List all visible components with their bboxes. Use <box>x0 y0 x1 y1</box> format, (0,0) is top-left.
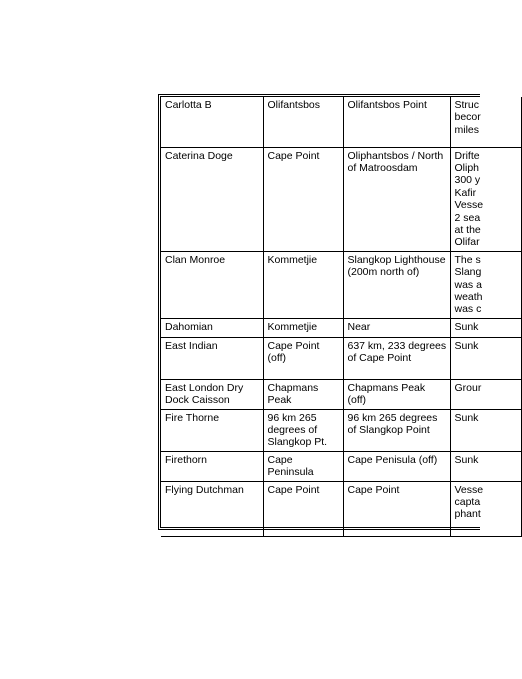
ship-name-cell: Carlotta B <box>161 97 263 147</box>
location-cell: 96 km 265 degrees of Slangkop Pt. <box>263 409 343 451</box>
ship-name-cell: Fire Thorne <box>161 409 263 451</box>
position-cell: Cape Point <box>343 481 450 536</box>
notes-cell: Sunk <box>450 451 521 481</box>
table-row <box>161 379 521 409</box>
notes-cell: Sunk <box>450 337 521 379</box>
notes-cell: Grour <box>450 379 521 409</box>
notes-cell: Drifte Oliph 300 y Kafir Vesse 2 sea at the Olifar <box>450 147 521 251</box>
notes-cell: Vesse capta phant <box>450 481 521 536</box>
location-cell: Cape Peninsula <box>263 451 343 481</box>
ship-name-cell: Flying Dutchman <box>161 481 263 536</box>
ship-name-cell: Dahomian <box>161 318 263 337</box>
notes-cell: Struc becor miles <box>450 97 521 147</box>
location-cell: Cape Point <box>263 147 343 251</box>
notes-cell: The s Slang was a weath was c <box>450 251 521 318</box>
position-cell: Oliphantsbos / North of Matroosdam <box>343 147 450 251</box>
table-row <box>161 409 521 451</box>
ship-name-cell: East Indian <box>161 337 263 379</box>
table-row <box>161 251 521 318</box>
position-cell: Olifantsbos Point <box>343 97 450 147</box>
notes-cell: Sunk <box>450 318 521 337</box>
position-cell: 96 km 265 degrees of Slangkop Point <box>343 409 450 451</box>
ship-name-cell: Clan Monroe <box>161 251 263 318</box>
location-cell: Cape Point (off) <box>263 337 343 379</box>
table-row <box>161 451 521 481</box>
shipwreck-table-container <box>158 94 484 530</box>
position-cell: Cape Penisula (off) <box>343 451 450 481</box>
location-cell: Kommetjie <box>263 251 343 318</box>
position-cell: 637 km, 233 degrees of Cape Point <box>343 337 450 379</box>
table-row <box>161 97 521 147</box>
position-cell: Near <box>343 318 450 337</box>
location-cell: Olifantsbos <box>263 97 343 147</box>
position-cell: Slangkop Lighthouse (200m north of) <box>343 251 450 318</box>
ship-name-cell: Caterina Doge <box>161 147 263 251</box>
table-row <box>161 337 521 379</box>
location-cell: Kommetjie <box>263 318 343 337</box>
table-row <box>161 481 521 536</box>
table-row <box>161 147 521 251</box>
table-row <box>161 318 521 337</box>
ship-name-cell: East London Dry Dock Caisson <box>161 379 263 409</box>
notes-cell: Sunk <box>450 409 521 451</box>
location-cell: Cape Point <box>263 481 343 536</box>
position-cell: Chapmans Peak (off) <box>343 379 450 409</box>
ship-name-cell: Firethorn <box>161 451 263 481</box>
location-cell: Chapmans Peak <box>263 379 343 409</box>
shipwreck-table <box>161 97 522 537</box>
